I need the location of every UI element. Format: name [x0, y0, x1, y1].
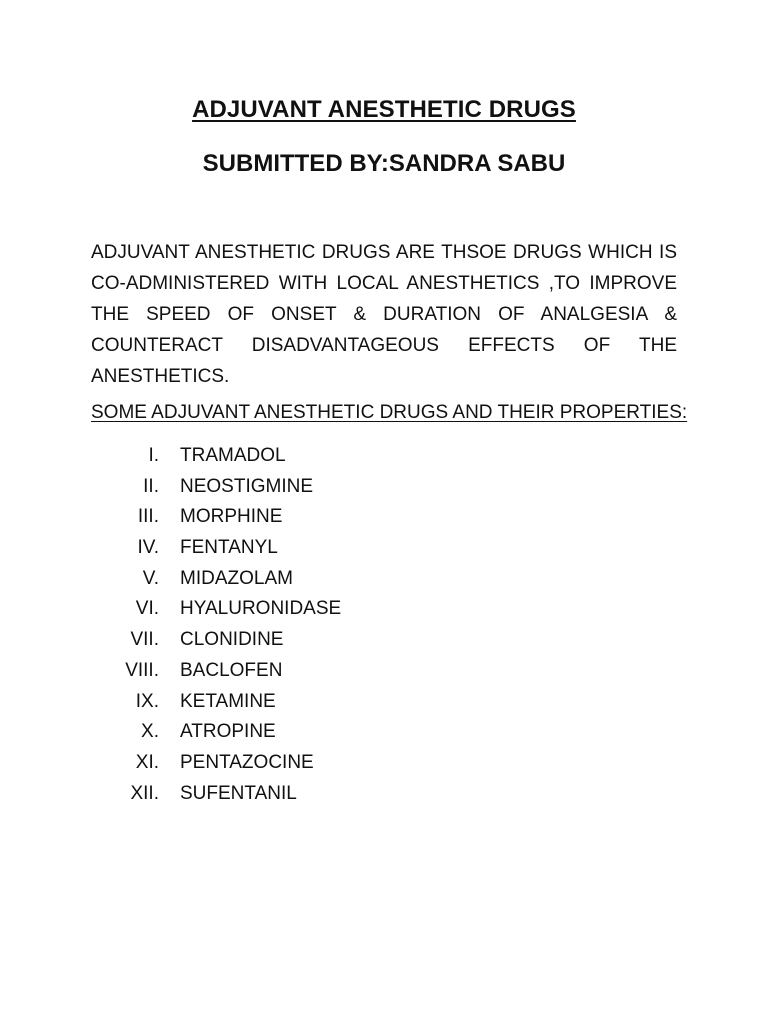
list-item	[91, 627, 341, 658]
drug-name: ATROPINE	[180, 721, 276, 743]
list-item	[91, 658, 341, 689]
drug-name: KETAMINE	[180, 690, 276, 712]
list-numeral: XII.	[130, 782, 159, 804]
list-numeral: VI.	[135, 598, 159, 620]
list-item	[91, 719, 341, 750]
list-numeral: I.	[148, 445, 159, 466]
list-numeral: IV.	[137, 537, 159, 559]
drug-name: NEOSTIGMINE	[180, 475, 314, 497]
drug-name: TRAMADOL	[180, 445, 286, 466]
list-numeral: II.	[143, 475, 159, 497]
list-numeral: III.	[137, 506, 159, 528]
drug-name: HYALURONIDASE	[180, 598, 342, 620]
document-subtitle: SUBMITTED BY:SANDRA SABU	[202, 150, 566, 177]
document-title: ADJUVANT ANESTHETIC DRUGS	[192, 96, 576, 123]
list-numeral: X.	[141, 721, 159, 743]
list-item	[91, 689, 341, 720]
list-numeral: V.	[142, 567, 159, 589]
drug-name: MORPHINE	[180, 506, 283, 528]
section-heading: SOME ADJUVANT ANESTHETIC DRUGS AND THEIR PROPERTIES:	[91, 402, 688, 423]
drug-list	[91, 443, 341, 811]
intro-paragraph: ADJUVANT ANESTHETIC DRUGS ARE THSOE DRUGS WHICH IS CO-ADMINISTERED WITH LOCAL ANESTHETICS ,TO IMPROVE THE SPEED OF ONSET & DURATION OF ANALGESIA & COUNTERACT DISADVANTAGEOUS EFFECTS OF THE ANESTHETICS.	[91, 242, 677, 387]
list-item	[91, 596, 341, 627]
list-item	[91, 750, 341, 781]
list-item	[91, 781, 341, 812]
drug-name: PENTAZOCINE	[180, 751, 314, 773]
list-numeral: XI.	[135, 751, 159, 773]
list-item	[91, 474, 341, 505]
list-item	[91, 566, 341, 597]
drug-name: MIDAZOLAM	[180, 567, 293, 589]
drug-name: FENTANYL	[180, 537, 278, 559]
list-item	[91, 535, 341, 566]
list-numeral: VII.	[130, 629, 159, 651]
drug-name: CLONIDINE	[180, 629, 284, 651]
list-item	[91, 504, 341, 535]
drug-name: BACLOFEN	[180, 659, 283, 681]
list-numeral: IX.	[135, 690, 159, 712]
list-item	[91, 443, 341, 474]
drug-name: SUFENTANIL	[180, 782, 297, 804]
list-numeral: VIII.	[125, 659, 159, 681]
